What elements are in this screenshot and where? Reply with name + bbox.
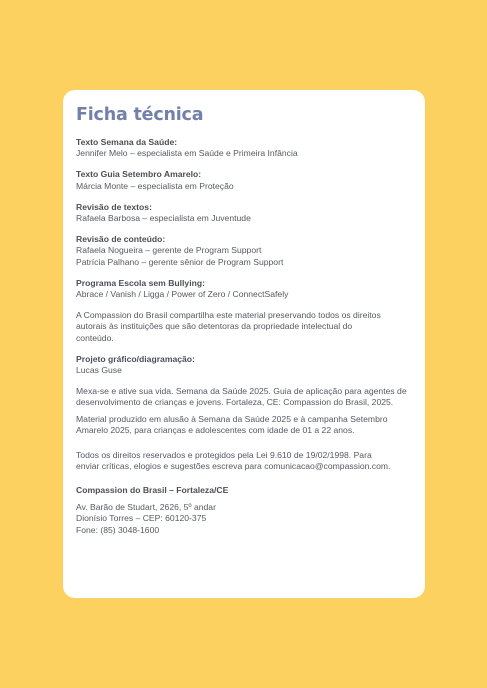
production-note	[76, 414, 415, 437]
copyright-line: Todos os direitos reservados e protegidos pela Lei 9.610 de 19/02/1998. Para	[76, 449, 372, 460]
rights-line: autorais às instituições que são detentoras da propriedade intelectual do	[76, 321, 353, 332]
page-title: Ficha técnica	[76, 105, 204, 125]
credit-yellow-september-text	[76, 169, 415, 192]
credit-line: Patrícia Palhano – gerente sênior de Program Support	[76, 256, 284, 267]
rights-line: conteúdo.	[76, 332, 114, 343]
copyright-line: enviar críticas, elogios e sugestões escreva para comunicacao@compassion.com.	[76, 461, 391, 472]
contact-label: Compassion do Brasil – Fortaleza/CE	[76, 485, 229, 496]
credit-label: Texto Semana da Saúde:	[76, 137, 178, 147]
credit-bullying-program	[76, 278, 415, 301]
contact-address: Av. Barão de Studart, 2626, 5º andar	[76, 501, 216, 512]
credit-line: Abrace / Vanish / Ligga / Power of Zero / ConnectSafely	[76, 289, 289, 300]
technical-sheet-card	[63, 90, 425, 598]
credit-graphic-design	[76, 354, 415, 377]
credit-text-review	[76, 202, 415, 225]
citation	[76, 386, 415, 409]
credit-line: Jennifer Melo – especialista em Saúde e Primeira Infância	[76, 148, 298, 159]
citation-line: desenvolvimento de crianças e jovens. Fortaleza, CE: Compassion do Brasil, 2025.	[76, 397, 394, 408]
production-line: Amarelo 2025, para crianças e adolescentes com idade de 01 a 22 anos.	[76, 425, 355, 436]
contact-info	[76, 485, 415, 536]
contact-phone: Fone: (85) 3048-1600	[76, 524, 160, 535]
credit-label: Projeto gráfico/diagramação:	[76, 353, 195, 364]
credit-label: Revisão de conteúdo:	[76, 233, 166, 244]
credit-health-week-text	[76, 137, 415, 160]
production-line: Material produzido em alusão à Semana da Saúde 2025 e à campanha Setembro	[76, 413, 388, 424]
credit-label: Revisão de textos:	[76, 201, 152, 212]
credit-label: Texto Guia Setembro Amarelo:	[76, 169, 202, 180]
credit-line: Rafaela Barbosa – especialista em Juventude	[76, 213, 251, 224]
copyright-notice	[76, 450, 415, 473]
credit-line: Lucas Guse	[76, 365, 122, 376]
credit-line: Rafaela Nogueira – gerente de Program Support	[76, 245, 262, 256]
contact-district: Dionísio Torres – CEP: 60120-375	[76, 513, 207, 524]
rights-line: A Compassion do Brasil compartilha este material preservando todos os direitos	[76, 309, 381, 320]
credit-content-review	[76, 234, 415, 268]
credit-line: Márcia Monte – especialista em Proteção	[76, 180, 234, 191]
citation-line: Mexa-se e ative sua vida. Semana da Saúde 2025. Guia de aplicação para agentes de	[76, 386, 407, 396]
credit-label: Programa Escola sem Bullying:	[76, 277, 205, 288]
rights-notice	[76, 310, 415, 344]
